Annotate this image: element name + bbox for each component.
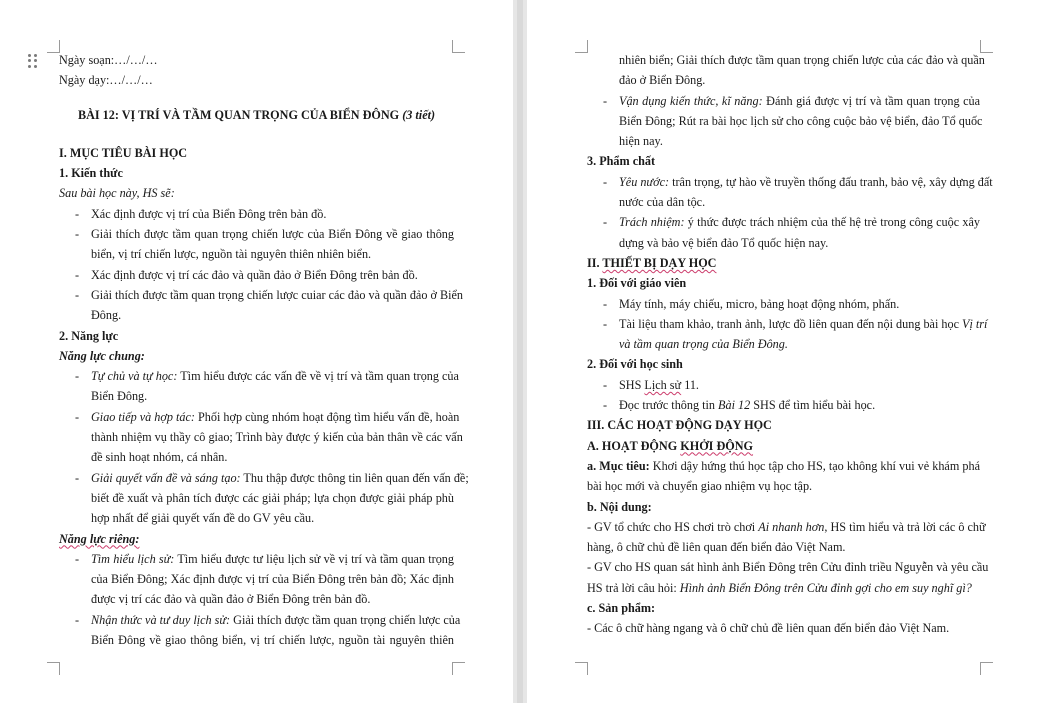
paragraph-text: HS trả lời câu hỏi: [587, 580, 680, 595]
subheading-competence: 2. Năng lực [59, 328, 119, 343]
lesson-title-periods: (3 tiết) [399, 107, 436, 122]
bullet-item: - Xác định được vị trí các đảo và quần đảo ở Biển Đông trên bản đồ. [59, 265, 454, 285]
page-margin-corner-bottom-left [575, 662, 588, 675]
bullet-item [587, 212, 980, 232]
page-gutter [513, 0, 527, 703]
document-page-right[interactable] [527, 0, 1038, 703]
bullet-text: Tài liệu tham khảo, tranh ảnh, lược đồ liên quan đến nội dung bài học [619, 316, 963, 331]
section-heading-equipment [587, 253, 980, 273]
activity-heading-warmup [587, 436, 980, 456]
bullet-item [587, 314, 988, 334]
bullet-label: Tìm hiểu lịch sử: [91, 551, 175, 566]
bullet-item [59, 407, 460, 427]
bullet-item [587, 395, 980, 415]
page-content-left[interactable] [59, 50, 469, 650]
bullet-item [587, 375, 980, 395]
bullet-item: - Giải thích được tầm quan trọng chiến lược cuiar các đảo và quần đảo ở Biển [59, 285, 454, 305]
general-competence-label: Năng lực chung: [59, 348, 145, 363]
bullet-continuation: nước của dân tộc. [619, 195, 706, 210]
bullet-label: Vận dụng kiến thức, kĩ năng: [619, 93, 763, 108]
bullet-continuation: và tầm quan trọng của Biển Đông. [619, 337, 788, 352]
activity-heading-prefix: A. HOẠT ĐỘNG [587, 438, 681, 453]
paragraph-line [587, 456, 980, 476]
bullet-item [59, 366, 459, 386]
field-label: c. Sản phẩm: [587, 601, 656, 616]
spellcheck-underlined-text[interactable]: KHỞI ĐỘNG [680, 438, 754, 453]
question-text: Hình ảnh Biển Đông trên Cửu đỉnh gợi cho em suy nghĩ gì? [679, 580, 972, 595]
bullet-label: Giao tiếp và hợp tác: [91, 409, 195, 424]
bullet-continuation: biết đề xuất và phân tích được các giải pháp; lựa chọn được giải pháp phù [91, 490, 454, 505]
page-margin-corner-bottom-right [452, 662, 465, 675]
bullet-text: Đánh giá được vị trí và tầm quan trọng của [762, 93, 980, 108]
paragraph-text: Khơi dậy hứng thú học tập cho HS, tạo không khí vui vẻ khám phá [649, 458, 980, 473]
spellcheck-underlined-text[interactable]: THIẾT BỊ DẠY HỌC [602, 255, 717, 270]
bullet-text: 11. [681, 377, 699, 392]
bullet-text: SHS để tìm hiểu bài học. [750, 398, 876, 413]
section-heading-activities: III. CÁC HOẠT ĐỘNG DẠY HỌC [587, 418, 772, 433]
paragraph-line [587, 578, 980, 598]
bullet-continuation: Biển Đông. [91, 389, 148, 404]
bullet-continuation: thành nhiệm vụ thầy cô giao; Trình bày được ý kiến của bản thân về các vấn [91, 430, 463, 445]
table-move-handle-icon[interactable] [28, 54, 38, 68]
lesson-reference: Bài 12 [718, 398, 751, 413]
paragraph-line [587, 517, 986, 537]
bullet-label: Giải quyết vấn đề và sáng tạo: [91, 470, 241, 485]
page-content-right[interactable] [587, 50, 993, 639]
game-name: Ai nhanh hơn [758, 519, 825, 534]
date-prepared: Ngày soạn:…/…/… [59, 53, 158, 67]
lesson-title-main: BÀI 12: VỊ TRÍ VÀ TẦM QUAN TRỌNG CỦA BIỂN ĐÔNG [77, 107, 400, 122]
field-label: a. Mục tiêu: [587, 458, 650, 473]
bullet-continuation: Đông. [91, 308, 122, 323]
bullet-continuation: đề sinh hoạt nhóm, cá nhân. [91, 450, 228, 465]
bullet-text: Đọc trước thông tin [619, 398, 719, 413]
page-margin-corner-bottom-right [980, 662, 993, 675]
bullet-continuation: Biển Đông; Rút ra bài học lịch sử cho công cuộc bảo vệ biển, đảo Tổ quốc [619, 113, 983, 128]
bullet-continuation: Biển Đông về giao thông biển, vị trí chiến lược, nguồn tài nguyên thiên [91, 633, 454, 648]
section-number: II. [587, 255, 603, 270]
bullet-label: Tự chủ và tự học: [91, 369, 178, 384]
date-taught: Ngày dạy:…/…/… [59, 73, 153, 88]
subheading-student: 2. Đối với học sinh [587, 357, 683, 372]
bullet-item [587, 172, 993, 192]
bullet-item: - Máy tính, máy chiếu, micro, bảng hoạt động nhóm, phấn. [587, 294, 980, 314]
bullet-text: Phối hợp cùng nhóm hoạt động tìm hiểu vấn đề, hoàn [194, 409, 460, 424]
paragraph-text: - GV tổ chức cho HS chơi trò chơi [587, 519, 759, 534]
specific-competence-label [59, 529, 454, 549]
bullet-item [59, 468, 469, 488]
bullet-continuation: của Biển Đông; Xác định được vị trí của Biển Đông trên bản đồ; Xác định [91, 572, 454, 587]
paragraph-line: bài học mới và chuyển giao nhiệm vụ học tập. [587, 479, 813, 494]
spellcheck-underlined-text[interactable]: Năng lực riêng: [59, 531, 140, 546]
field-label: b. Nội dung: [587, 499, 652, 514]
paragraph-text: , HS tìm hiểu và trả lời các ô chữ [824, 519, 986, 534]
bullet-text: Tìm hiểu được các vấn đề về vị trí và tầm quan trọng của [177, 369, 459, 384]
bullet-label: Nhận thức và tư duy lịch sử: [91, 612, 231, 627]
bullet-label: Yêu nước: [619, 174, 670, 189]
bullet-continuation: dựng và bảo vệ biển đảo Tổ quốc hiện nay. [619, 235, 829, 250]
page-margin-corner-bottom-left [47, 662, 60, 675]
knowledge-intro: Sau bài học này, HS sẽ: [59, 186, 175, 201]
bullet-continuation: biển, vị trí chiến lược, nguồn tài nguyên thiên nhiên biển. [91, 247, 372, 262]
bullet-text: Tìm hiểu được tư liệu lịch sử về vị trí và tầm quan trọng [174, 551, 454, 566]
bullet-continuation: được vị trí các đảo và quần đảo ở Biển Đông trên bản đồ. [91, 592, 371, 607]
bullet-item [59, 610, 461, 630]
bullet-continuation: hợp nhất để giải quyết vấn đề do GV yêu cầu. [91, 511, 315, 526]
lesson-reference: Vị trí [962, 316, 988, 331]
document-page-left[interactable] [0, 0, 513, 703]
paragraph-line: - GV cho HS quan sát hình ảnh Biển Đông trên Cửu đỉnh triều Nguyễn và yêu cầu [587, 560, 989, 575]
bullet-item: - Xác định được vị trí của Biển Đông trên bản đồ. [59, 204, 454, 224]
bullet-text: Giải thích được tầm quan trọng chiến lược của [230, 612, 461, 627]
bullet-continuation: đảo ở Biển Đông. [619, 73, 706, 88]
bullet-text: ý thức được trách nhiệm của thế hệ trẻ trong công cuộc xây [684, 215, 980, 230]
lesson-title [59, 105, 454, 125]
paragraph-line: - Các ô chữ hàng ngang và ô chữ chủ đề liên quan đến biển đảo Việt Nam. [587, 621, 950, 636]
bullet-text: trân trọng, tự hào về truyền thống đấu tranh, bảo vệ, xây dựng đất [669, 174, 993, 189]
spellcheck-underlined-text[interactable]: Lịch sử [644, 377, 682, 392]
bullet-item: - Giải thích được tầm quan trọng chiến lược của Biển Đông về giao thông [59, 224, 454, 244]
section-heading-objectives: I. MỤC TIÊU BÀI HỌC [59, 145, 188, 160]
paragraph-line: hàng, ô chữ chủ đề liên quan đến biển đảo Việt Nam. [587, 540, 846, 555]
subheading-knowledge: 1. Kiến thức [59, 166, 123, 181]
bullet-item [587, 91, 980, 111]
bullet-text: SHS [619, 377, 645, 392]
bullet-continuation: nhiên biển; Giải thích được tầm quan trọng chiến lược của các đảo và quần [619, 53, 985, 67]
bullet-continuation: hiện nay. [619, 134, 663, 149]
subheading-teacher: 1. Đối với giáo viên [587, 276, 687, 291]
bullet-item [59, 549, 454, 569]
subheading-qualities: 3. Phẩm chất [587, 154, 656, 169]
bullet-text: Thu thập được thông tin liên quan đến vấn đề; [240, 470, 469, 485]
bullet-label: Trách nhiệm: [619, 215, 685, 230]
